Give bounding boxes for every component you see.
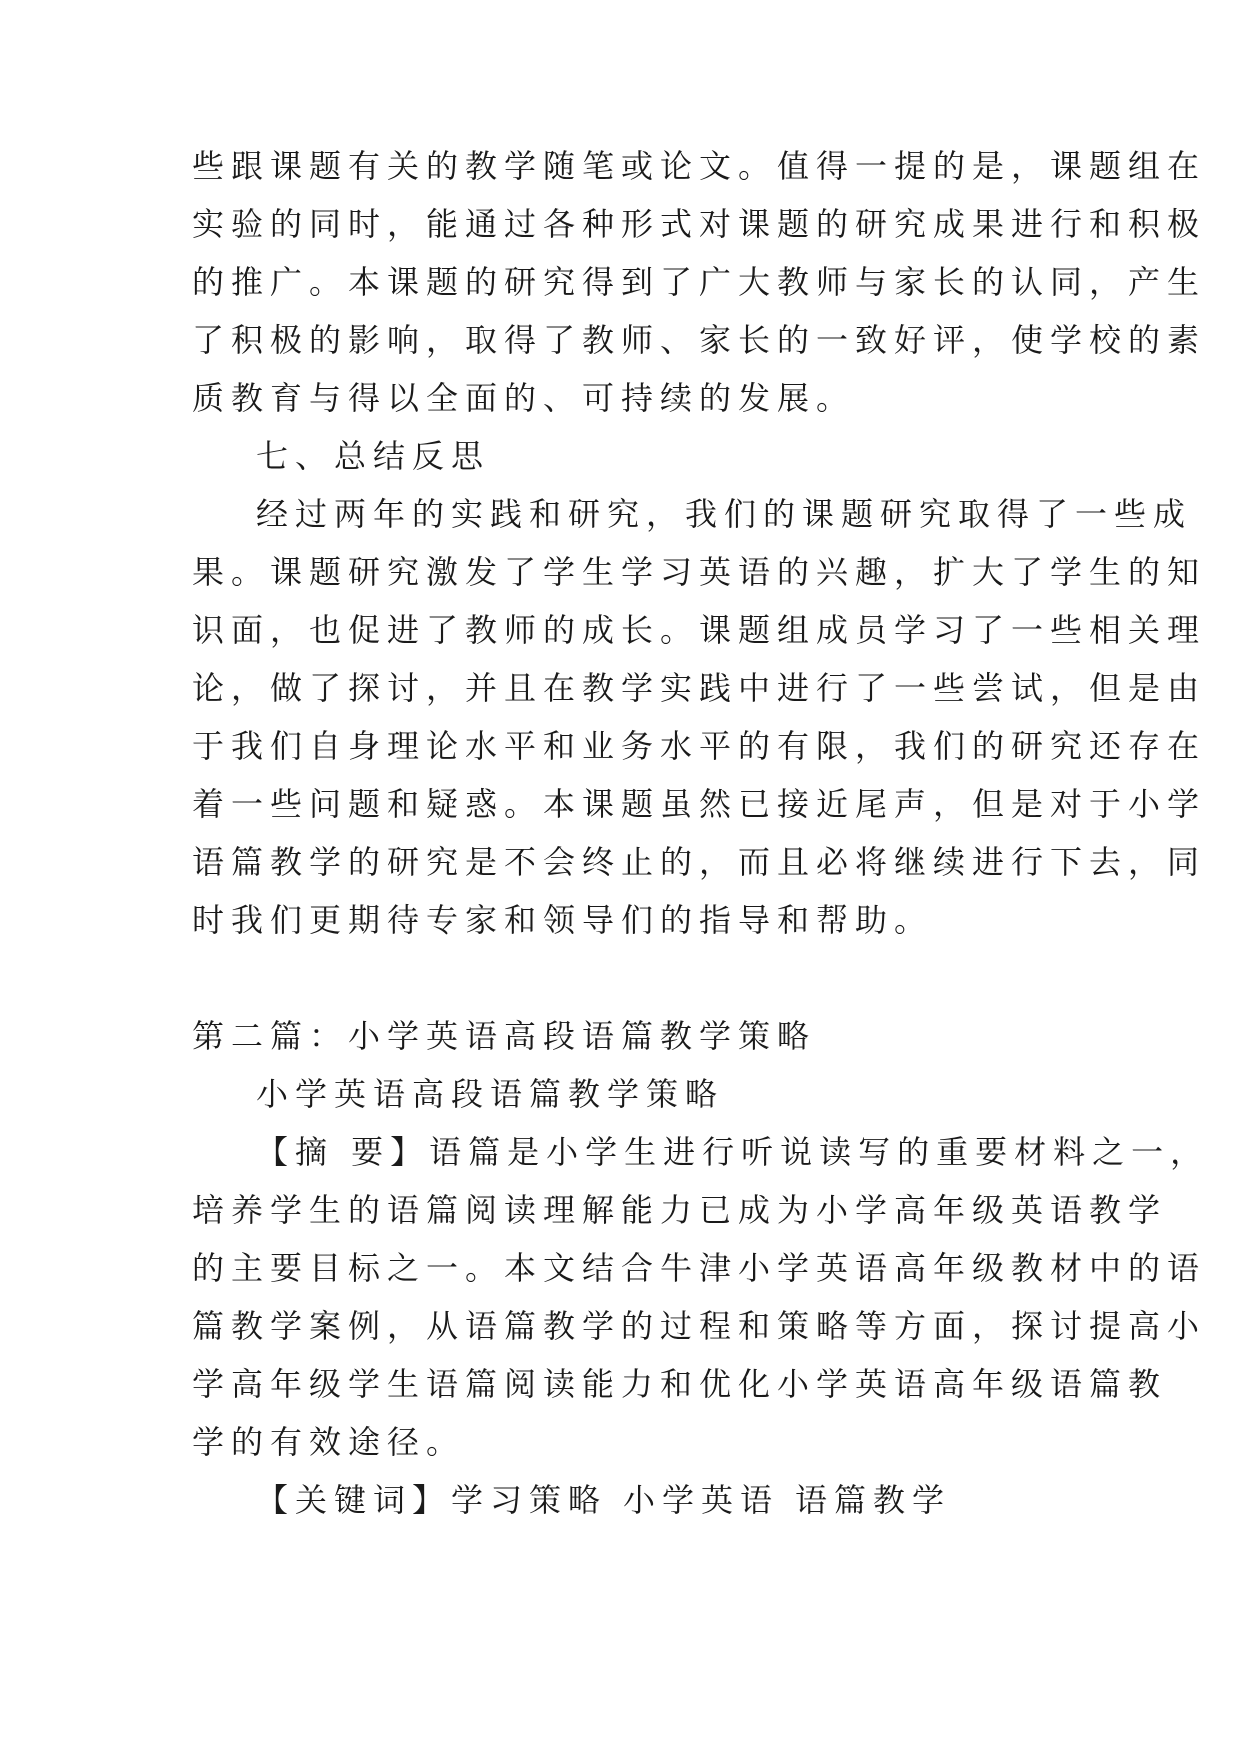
paragraph-line: 果。课题研究激发了学生学习英语的兴趣，扩大了学生的知 bbox=[192, 553, 1207, 591]
paragraph-line: 实验的同时，能通过各种形式对课题的研究成果进行和积极 bbox=[192, 205, 1207, 243]
abstract-line: 篇教学案例，从语篇教学的过程和策略等方面，探讨提高小 bbox=[192, 1307, 1207, 1345]
paragraph-line: 语篇教学的研究是不会终止的，而且必将继续进行下去，同 bbox=[192, 843, 1207, 881]
part-title: 第二篇：小学英语高段语篇教学策略 bbox=[192, 1017, 817, 1055]
paragraph-line: 了积极的影响，取得了教师、家长的一致好评，使学校的素 bbox=[192, 321, 1207, 359]
paragraph-line: 的推广。本课题的研究得到了广大教师与家长的认同，产生 bbox=[192, 263, 1207, 301]
paragraph-line: 质教育与得以全面的、可持续的发展。 bbox=[192, 379, 856, 417]
abstract-line: 【摘 要】语篇是小学生进行听说读写的重要材料之一， bbox=[256, 1133, 1210, 1171]
paragraph-line: 经过两年的实践和研究，我们的课题研究取得了一些成 bbox=[256, 495, 1193, 533]
abstract-line: 的主要目标之一。本文结合牛津小学英语高年级教材中的语 bbox=[192, 1249, 1207, 1287]
keyword: 小学英语 bbox=[623, 1481, 780, 1519]
abstract-line: 学的有效途径。 bbox=[192, 1423, 466, 1461]
keywords-label: 【关键词】 bbox=[256, 1481, 452, 1519]
paragraph-line: 些跟课题有关的教学随笔或论文。值得一提的是，课题组在 bbox=[192, 147, 1207, 185]
keyword: 语篇教学 bbox=[795, 1481, 952, 1519]
paragraph-line: 于我们自身理论水平和业务水平的有限，我们的研究还存在 bbox=[192, 727, 1207, 765]
paragraph-line: 时我们更期待专家和领导们的指导和帮助。 bbox=[192, 901, 934, 939]
paragraph-line: 识面，也促进了教师的成长。课题组成员学习了一些相关理 bbox=[192, 611, 1207, 649]
keywords-line bbox=[256, 1480, 951, 1520]
abstract-line: 培养学生的语篇阅读理解能力已成为小学高年级英语教学 bbox=[192, 1191, 1168, 1229]
article-title: 小学英语高段语篇教学策略 bbox=[256, 1075, 725, 1113]
paragraph-line: 论，做了探讨，并且在教学实践中进行了一些尝试，但是由 bbox=[192, 669, 1207, 707]
abstract-line: 学高年级学生语篇阅读能力和优化小学英语高年级语篇教 bbox=[192, 1365, 1168, 1403]
paragraph-line: 着一些问题和疑惑。本课题虽然已接近尾声，但是对于小学 bbox=[192, 785, 1207, 823]
section-heading: 七、总结反思 bbox=[256, 437, 491, 475]
keyword: 学习策略 bbox=[451, 1481, 608, 1519]
